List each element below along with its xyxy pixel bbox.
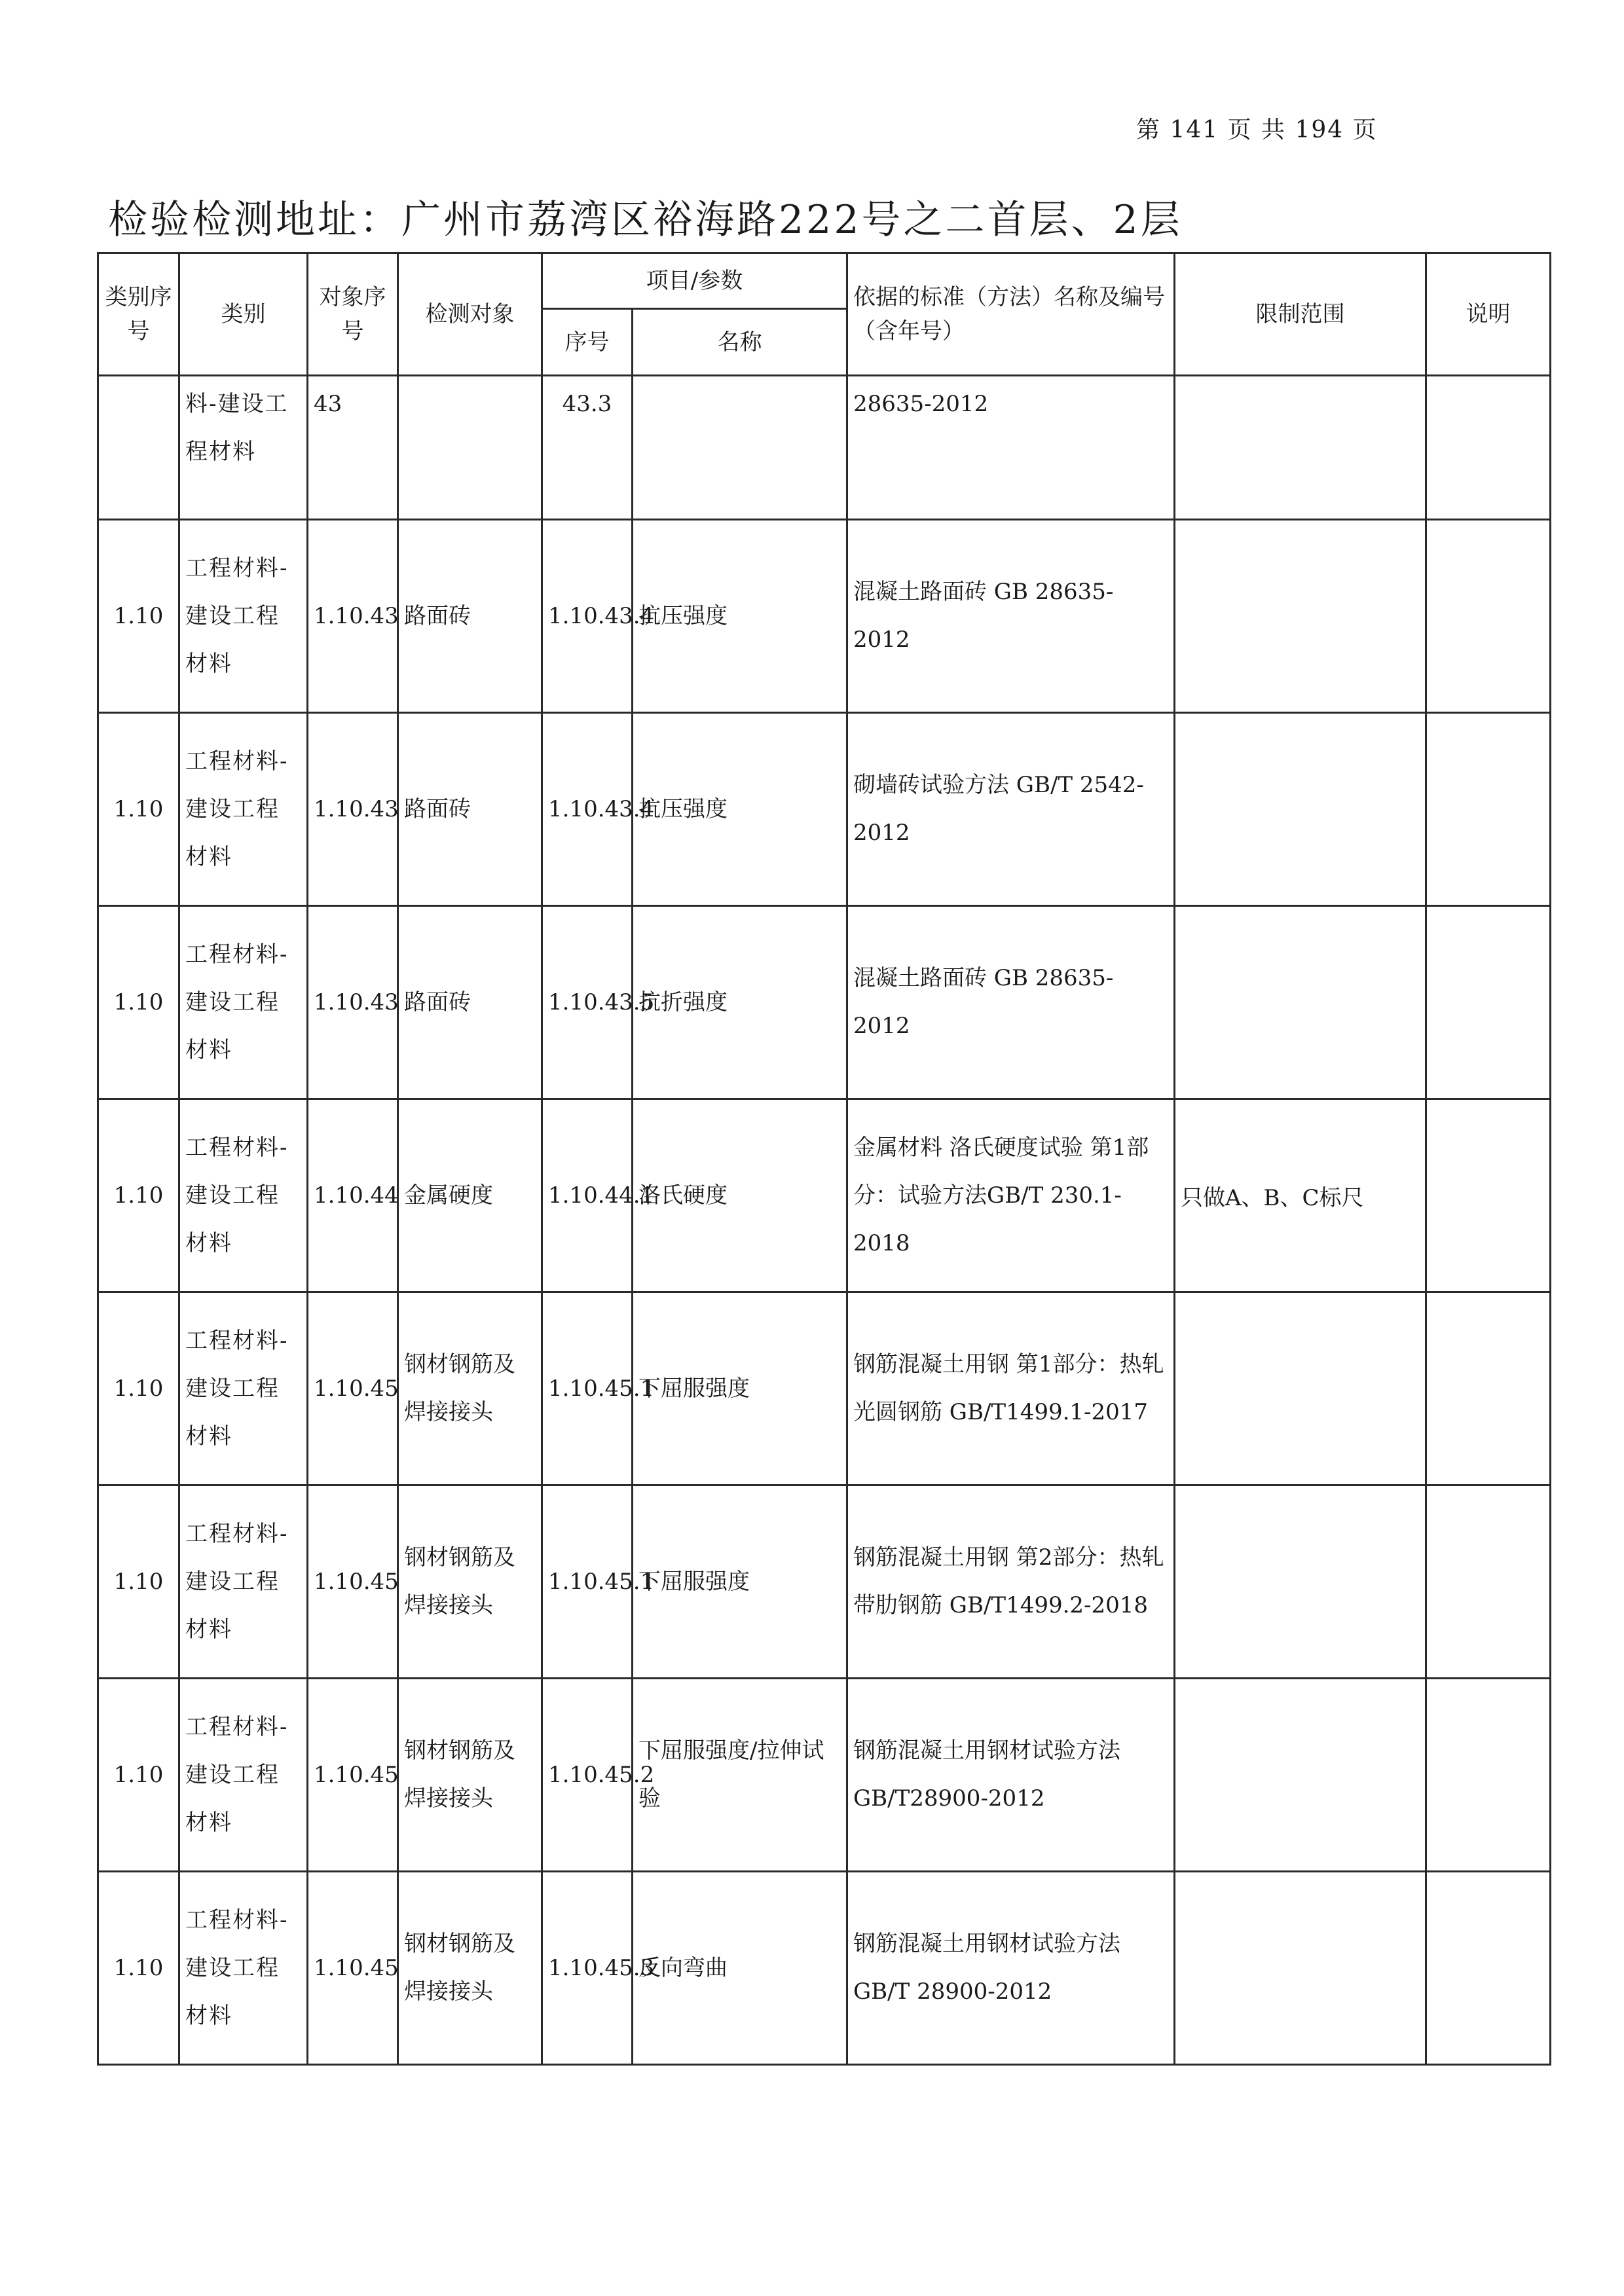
cell-item-no: 1.10.45.2 bbox=[542, 1679, 633, 1872]
cell-limits bbox=[1175, 520, 1426, 713]
cell-notes bbox=[1426, 906, 1551, 1099]
table-row bbox=[98, 376, 1551, 520]
table-row bbox=[98, 713, 1551, 906]
cell-object: 路面砖 bbox=[398, 520, 542, 713]
cell-item-name: 反向弯曲 bbox=[633, 1872, 847, 2065]
header-standard: 依据的标准（方法）名称及编号（含年号） bbox=[847, 253, 1175, 376]
cell-category: 工程材料-建设工程材料 bbox=[179, 1485, 308, 1679]
cell-standard: 混凝土路面砖 GB 28635-2012 bbox=[847, 906, 1175, 1099]
cell-item-no: 1.10.43.4 bbox=[542, 520, 633, 713]
table-row bbox=[98, 1485, 1551, 1679]
cell-item-no: 1.10.45.1 bbox=[542, 1292, 633, 1485]
header-category: 类别 bbox=[179, 253, 308, 376]
cell-item-no: 1.10.44.1 bbox=[542, 1099, 633, 1292]
cell-object-no: 1.10.43 bbox=[308, 713, 398, 906]
header-item-no: 序号 bbox=[542, 309, 633, 376]
cell-object-no: 1.10.43 bbox=[308, 906, 398, 1099]
cell-item-name: 下屈服强度 bbox=[633, 1485, 847, 1679]
cell-standard: 钢筋混凝土用钢材试验方法 GB/T 28900-2012 bbox=[847, 1872, 1175, 2065]
header-category-no: 类别序号 bbox=[98, 253, 179, 376]
cell-object-no: 1.10.45 bbox=[308, 1679, 398, 1872]
cell-object-no: 1.10.44 bbox=[308, 1099, 398, 1292]
cell-item-no: 43.3 bbox=[542, 376, 633, 520]
table-row bbox=[98, 1679, 1551, 1872]
cell-notes bbox=[1426, 1679, 1551, 1872]
cell-standard: 28635-2012 bbox=[847, 376, 1175, 520]
cell-standard: 钢筋混凝土用钢 第1部分：热轧光圆钢筋 GB/T1499.1-2017 bbox=[847, 1292, 1175, 1485]
cell-notes bbox=[1426, 520, 1551, 713]
table-row bbox=[98, 1099, 1551, 1292]
header-item-name: 名称 bbox=[633, 309, 847, 376]
cell-limits bbox=[1175, 713, 1426, 906]
header-limits: 限制范围 bbox=[1175, 253, 1426, 376]
cell-category: 工程材料-建设工程材料 bbox=[179, 1099, 308, 1292]
cell-category-no: 1.10 bbox=[98, 1292, 179, 1485]
cell-item-name bbox=[633, 376, 847, 520]
cell-object: 钢材钢筋及焊接接头 bbox=[398, 1485, 542, 1679]
cell-item-no: 1.10.43.4 bbox=[542, 713, 633, 906]
cell-standard: 钢筋混凝土用钢材试验方法 GB/T28900-2012 bbox=[847, 1679, 1175, 1872]
header-object: 检测对象 bbox=[398, 253, 542, 376]
cell-category: 工程材料-建设工程材料 bbox=[179, 906, 308, 1099]
cell-category-no: 1.10 bbox=[98, 1485, 179, 1679]
cell-limits bbox=[1175, 1679, 1426, 1872]
cell-object: 钢材钢筋及焊接接头 bbox=[398, 1292, 542, 1485]
cell-object: 路面砖 bbox=[398, 713, 542, 906]
cell-item-name: 下屈服强度 bbox=[633, 1292, 847, 1485]
cell-standard: 混凝土路面砖 GB 28635-2012 bbox=[847, 520, 1175, 713]
cell-object-no: 43 bbox=[308, 376, 398, 520]
cell-object-no: 1.10.45 bbox=[308, 1872, 398, 2065]
cell-category-no: 1.10 bbox=[98, 1099, 179, 1292]
cell-category-no: 1.10 bbox=[98, 713, 179, 906]
cell-category-no: 1.10 bbox=[98, 520, 179, 713]
cell-object-no: 1.10.43 bbox=[308, 520, 398, 713]
cell-notes bbox=[1426, 1099, 1551, 1292]
cell-object-no: 1.10.45 bbox=[308, 1292, 398, 1485]
cell-category: 料-建设工程材料 bbox=[179, 376, 308, 520]
cell-limits bbox=[1175, 376, 1426, 520]
cell-limits: 只做A、B、C标尺 bbox=[1175, 1099, 1426, 1292]
header-notes: 说明 bbox=[1426, 253, 1551, 376]
cell-category-no: 1.10 bbox=[98, 906, 179, 1099]
cell-limits bbox=[1175, 1872, 1426, 2065]
cell-category: 工程材料-建设工程材料 bbox=[179, 520, 308, 713]
cell-item-name: 下屈服强度/拉伸试验 bbox=[633, 1679, 847, 1872]
cell-object: 金属硬度 bbox=[398, 1099, 542, 1292]
cell-item-name: 抗折强度 bbox=[633, 906, 847, 1099]
cell-category: 工程材料-建设工程材料 bbox=[179, 1292, 308, 1485]
table-body bbox=[98, 376, 1551, 2065]
table-row bbox=[98, 906, 1551, 1099]
scope-table bbox=[97, 252, 1551, 2066]
page-heading: 检验检测地址：广州市荔湾区裕海路222号之二首层、2层 bbox=[108, 197, 1183, 243]
cell-standard: 金属材料 洛氏硬度试验 第1部分：试验方法GB/T 230.1-2018 bbox=[847, 1099, 1175, 1292]
cell-notes bbox=[1426, 713, 1551, 906]
table-row bbox=[98, 1292, 1551, 1485]
header-item-param: 项目/参数 bbox=[542, 253, 847, 309]
cell-limits bbox=[1175, 906, 1426, 1099]
header-object-no: 对象序号 bbox=[308, 253, 398, 376]
cell-notes bbox=[1426, 1872, 1551, 2065]
cell-category: 工程材料-建设工程材料 bbox=[179, 1679, 308, 1872]
cell-object-no: 1.10.45 bbox=[308, 1485, 398, 1679]
cell-category-no: 1.10 bbox=[98, 1679, 179, 1872]
cell-standard: 砌墙砖试验方法 GB/T 2542-2012 bbox=[847, 713, 1175, 906]
cell-notes bbox=[1426, 1292, 1551, 1485]
table-row bbox=[98, 520, 1551, 713]
cell-object: 钢材钢筋及焊接接头 bbox=[398, 1679, 542, 1872]
cell-item-name: 抗压强度 bbox=[633, 713, 847, 906]
cell-limits bbox=[1175, 1292, 1426, 1485]
cell-item-no: 1.10.45.1 bbox=[542, 1485, 633, 1679]
cell-object bbox=[398, 376, 542, 520]
cell-item-no: 1.10.43.5 bbox=[542, 906, 633, 1099]
table-row bbox=[98, 1872, 1551, 2065]
cell-object: 钢材钢筋及焊接接头 bbox=[398, 1872, 542, 2065]
cell-category-no bbox=[98, 376, 179, 520]
cell-category: 工程材料-建设工程材料 bbox=[179, 1872, 308, 2065]
cell-item-no: 1.10.45.3 bbox=[542, 1872, 633, 2065]
cell-notes bbox=[1426, 1485, 1551, 1679]
cell-category: 工程材料-建设工程材料 bbox=[179, 713, 308, 906]
cell-object: 路面砖 bbox=[398, 906, 542, 1099]
cell-notes bbox=[1426, 376, 1551, 520]
cell-item-name: 洛氏硬度 bbox=[633, 1099, 847, 1292]
cell-limits bbox=[1175, 1485, 1426, 1679]
cell-item-name: 抗压强度 bbox=[633, 520, 847, 713]
page-number: 第 141 页 共 194 页 bbox=[1136, 117, 1378, 143]
cell-standard: 钢筋混凝土用钢 第2部分：热轧带肋钢筋 GB/T1499.2-2018 bbox=[847, 1485, 1175, 1679]
cell-category-no: 1.10 bbox=[98, 1872, 179, 2065]
